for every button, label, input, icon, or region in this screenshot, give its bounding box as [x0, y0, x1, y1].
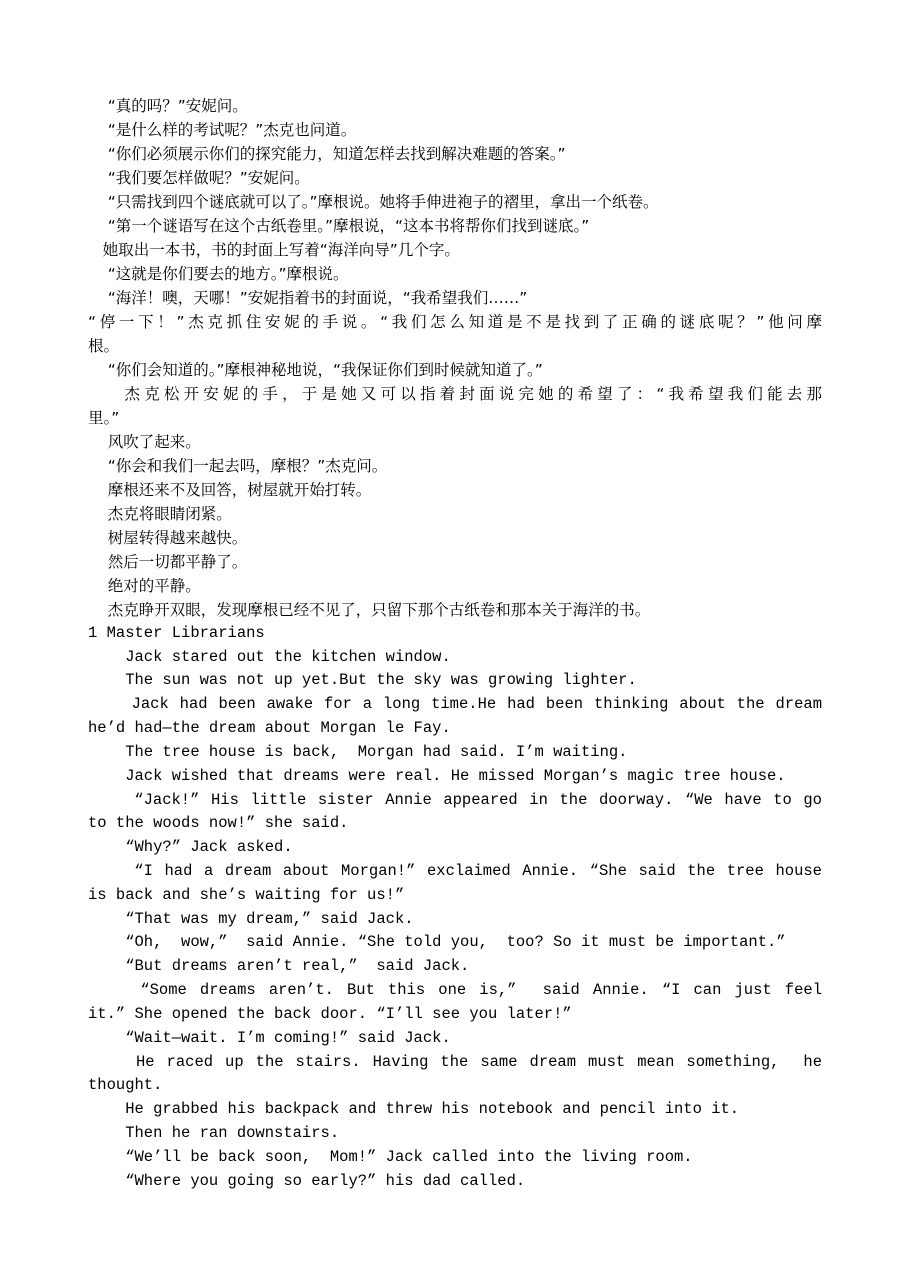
- text-line: The tree house is back, Morgan had said. I’m waiting.: [88, 743, 628, 761]
- text-line: 根。: [88, 337, 120, 355]
- text-line: is back and she’s waiting for us!”: [88, 886, 405, 904]
- text-line: Jack stared out the kitchen window.: [88, 648, 451, 666]
- text-line: Jack had been awake for a long time.He had been thinking about the dream: [88, 695, 822, 713]
- text-line: to the woods now!” she said.: [88, 814, 349, 832]
- text-line: thought.: [88, 1076, 163, 1094]
- text-line: “That was my dream,” said Jack.: [88, 910, 414, 928]
- text-line: “海洋！噢，天哪！”安妮指着书的封面说，“我希望我们……”: [88, 289, 528, 307]
- text-line: “真的吗？”安妮问。: [88, 97, 248, 115]
- text-line: 杰克将眼睛闭紧。: [88, 505, 232, 523]
- text-line: “你会和我们一起去吗，摩根？”杰克问。: [88, 457, 388, 475]
- text-line: “Oh, wow,” said Annie. “She told you, too? So it must be important.”: [88, 933, 786, 951]
- text-line: “只需找到四个谜底就可以了。”摩根说。她将手伸进袍子的褶里，拿出一个纸卷。: [88, 193, 659, 211]
- text-line: 她取出一本书，书的封面上写着“海洋向导”几个字。: [88, 241, 460, 259]
- text-line: He raced up the stairs. Having the same dream must mean something, he: [88, 1053, 822, 1071]
- text-line: He grabbed his backpack and threw his notebook and pencil into it.: [88, 1100, 740, 1118]
- text-line: 摩根还来不及回答，树屋就开始打转。: [88, 481, 372, 499]
- text-line: 里。”: [88, 409, 120, 427]
- text-line: “Some dreams aren’t. But this one is,” said Annie. “I can just feel: [88, 981, 822, 999]
- text-line: it.” She opened the back door. “I’ll see you later!”: [88, 1005, 572, 1023]
- text-line: “Jack!” His little sister Annie appeared in the doorway. “We have to go: [88, 791, 822, 809]
- text-line: 绝对的平静。: [88, 577, 201, 595]
- text-line: Jack wished that dreams were real. He missed Morgan’s magic tree house.: [88, 767, 786, 785]
- text-line: “停一下！”杰克抓住安妮的手说。“我们怎么知道是不是找到了正确的谜底呢？”他问摩: [88, 313, 822, 331]
- text-line: “But dreams aren’t real,” said Jack.: [88, 957, 470, 975]
- text-line: 树屋转得越来越快。: [88, 529, 248, 547]
- text-line: “你们会知道的。”摩根神秘地说，“我保证你们到时候就知道了。”: [88, 361, 543, 379]
- chapter-heading: 1 Master Librarians: [88, 624, 265, 642]
- text-line: “这就是你们要去的地方。”摩根说。: [88, 265, 349, 283]
- text-line: “We’ll be back soon, Mom!” Jack called into the living room.: [88, 1148, 693, 1166]
- text-line: “Wait—wait. I’m coming!” said Jack.: [88, 1029, 451, 1047]
- text-line: “I had a dream about Morgan!” exclaimed Annie. “She said the tree house: [88, 862, 822, 880]
- text-line: “你们必须展示你们的探究能力，知道怎样去找到解决难题的答案。”: [88, 145, 566, 163]
- text-line: 杰克睁开双眼，发现摩根已经不见了，只留下那个古纸卷和那本关于海洋的书。: [88, 601, 651, 619]
- text-line: 风吹了起来。: [88, 433, 201, 451]
- text-line: “Why?” Jack asked.: [88, 838, 293, 856]
- text-line: “是什么样的考试呢？”杰克也问道。: [88, 121, 357, 139]
- text-line: The sun was not up yet.But the sky was growing lighter.: [88, 671, 637, 689]
- text-line: 杰克松开安妮的手，于是她又可以指着封面说完她的希望了：“我希望我们能去那: [88, 385, 822, 403]
- text-line: he’d had—the dream about Morgan le Fay.: [88, 719, 451, 737]
- text-line: “Where you going so early?” his dad called.: [88, 1172, 526, 1190]
- text-line: 然后一切都平静了。: [88, 553, 248, 571]
- text-line: “我们要怎样做呢？”安妮问。: [88, 169, 310, 187]
- text-line: “第一个谜语写在这个古纸卷里。”摩根说，“这本书将帮你们找到谜底。”: [88, 217, 590, 235]
- text-line: Then he ran downstairs.: [88, 1124, 340, 1142]
